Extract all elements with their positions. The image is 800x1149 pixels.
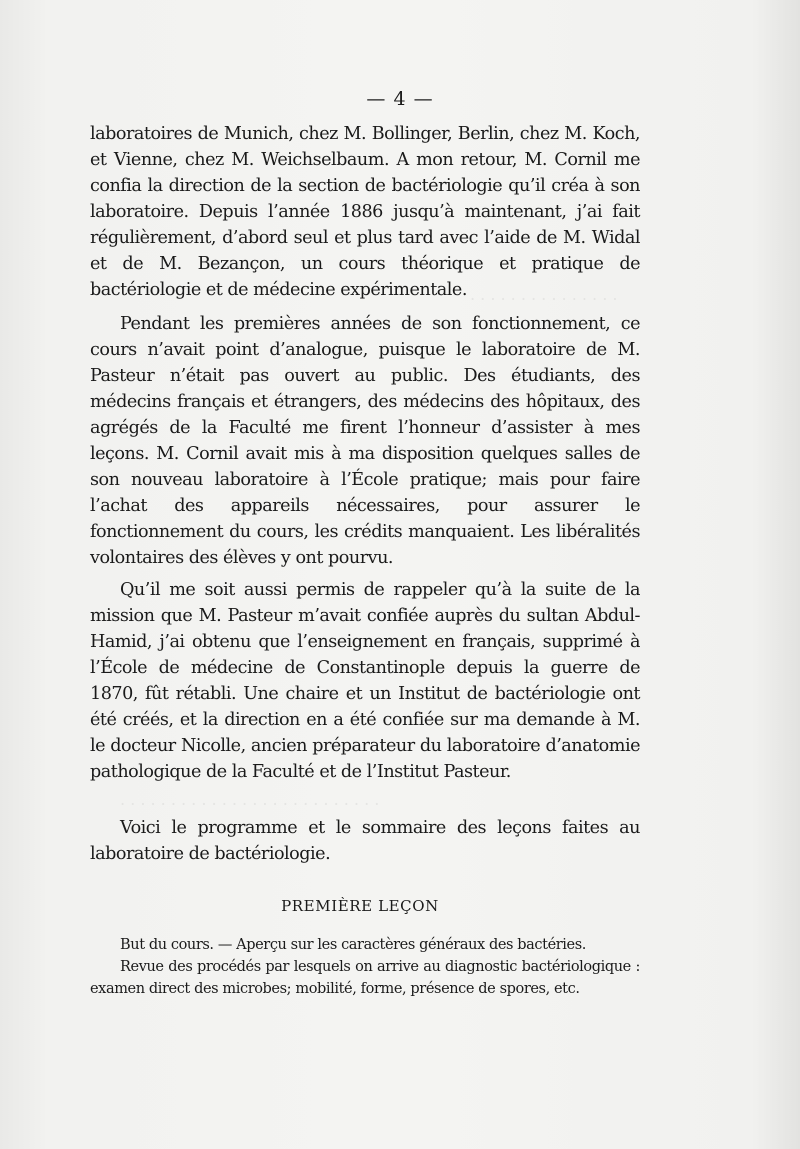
paragraph-text: laboratoires de Munich, chez M. Bollinger, Berlin, chez M. Koch, et Vienne, chez M. Weichselbaum. A mon retour, M. Cornil me confia la direction de la section de bactériologie qu’il créa à son laboratoire. Depuis l’année 1886 jusqu’à maintenant, j’ai fait régulièrement, d’abord seul et plus tard avec l’aide de M. Widal et de M. Bezançon, un cours théorique et pratique de bactériologie et de médecine expérimentale.	[90, 124, 640, 300]
lesson-item-text: But du cours. — Aperçu sur les caractères généraux des bactéries.	[120, 937, 586, 953]
bleed-through-text: . . . . . . . . . . . . . . . . . . . . . . . . . .	[120, 790, 380, 809]
lesson-item	[90, 934, 640, 956]
section-heading: PREMIÈRE LEÇON	[281, 897, 439, 915]
bleed-through-text: . . . . . . . . . . . . . . .	[470, 285, 618, 304]
paragraph	[90, 311, 640, 571]
page-number: — 4 —	[366, 88, 434, 110]
lesson-item	[90, 956, 640, 1000]
paragraph-text: Voici le programme et le sommaire des leçons faites au laboratoire de bactériologie.	[90, 818, 640, 864]
paragraph	[90, 121, 640, 303]
paragraph-text: Qu’il me soit aussi permis de rappeler qu’à la suite de la mission que M. Pasteur m’avait confiée auprès du sultan Abdul-Hamid, j’ai obtenu que l’enseignement en français, supprimé à l’École de médecine de Constantinople depuis la guerre de 1870, fût rétabli. Une chaire et un Institut de bactériologie ont été créés, et la direction en a été confiée sur ma demande à M. le docteur Nicolle, ancien préparateur du laboratoire d’anatomie pathologique de la Faculté et de l’Institut Pasteur.	[90, 580, 640, 782]
lesson-item-text: Revue des procédés par lesquels on arrive au diagnostic bactériologique : examen direct des microbes; mobilité, forme, présence de spores, etc.	[90, 959, 640, 997]
paragraph	[90, 577, 640, 785]
paragraph-text: Pendant les premières années de son fonctionnement, ce cours n’avait point d’analogue, puisque le laboratoire de M. Pasteur n’était pas ouvert au public. Des étudiants, des médecins français et étrangers, des médecins des hôpitaux, des agrégés de la Faculté me firent l’honneur d’assister à mes leçons. M. Cornil avait mis à ma disposition quelques salles de son nouveau laboratoire à l’École pratique; mais pour faire l’achat des appareils nécessaires, pour assurer le fonctionnement du cours, les crédits manquaient. Les libéralités volontaires des élèves y ont pourvu.	[90, 314, 640, 568]
paragraph	[90, 815, 640, 867]
